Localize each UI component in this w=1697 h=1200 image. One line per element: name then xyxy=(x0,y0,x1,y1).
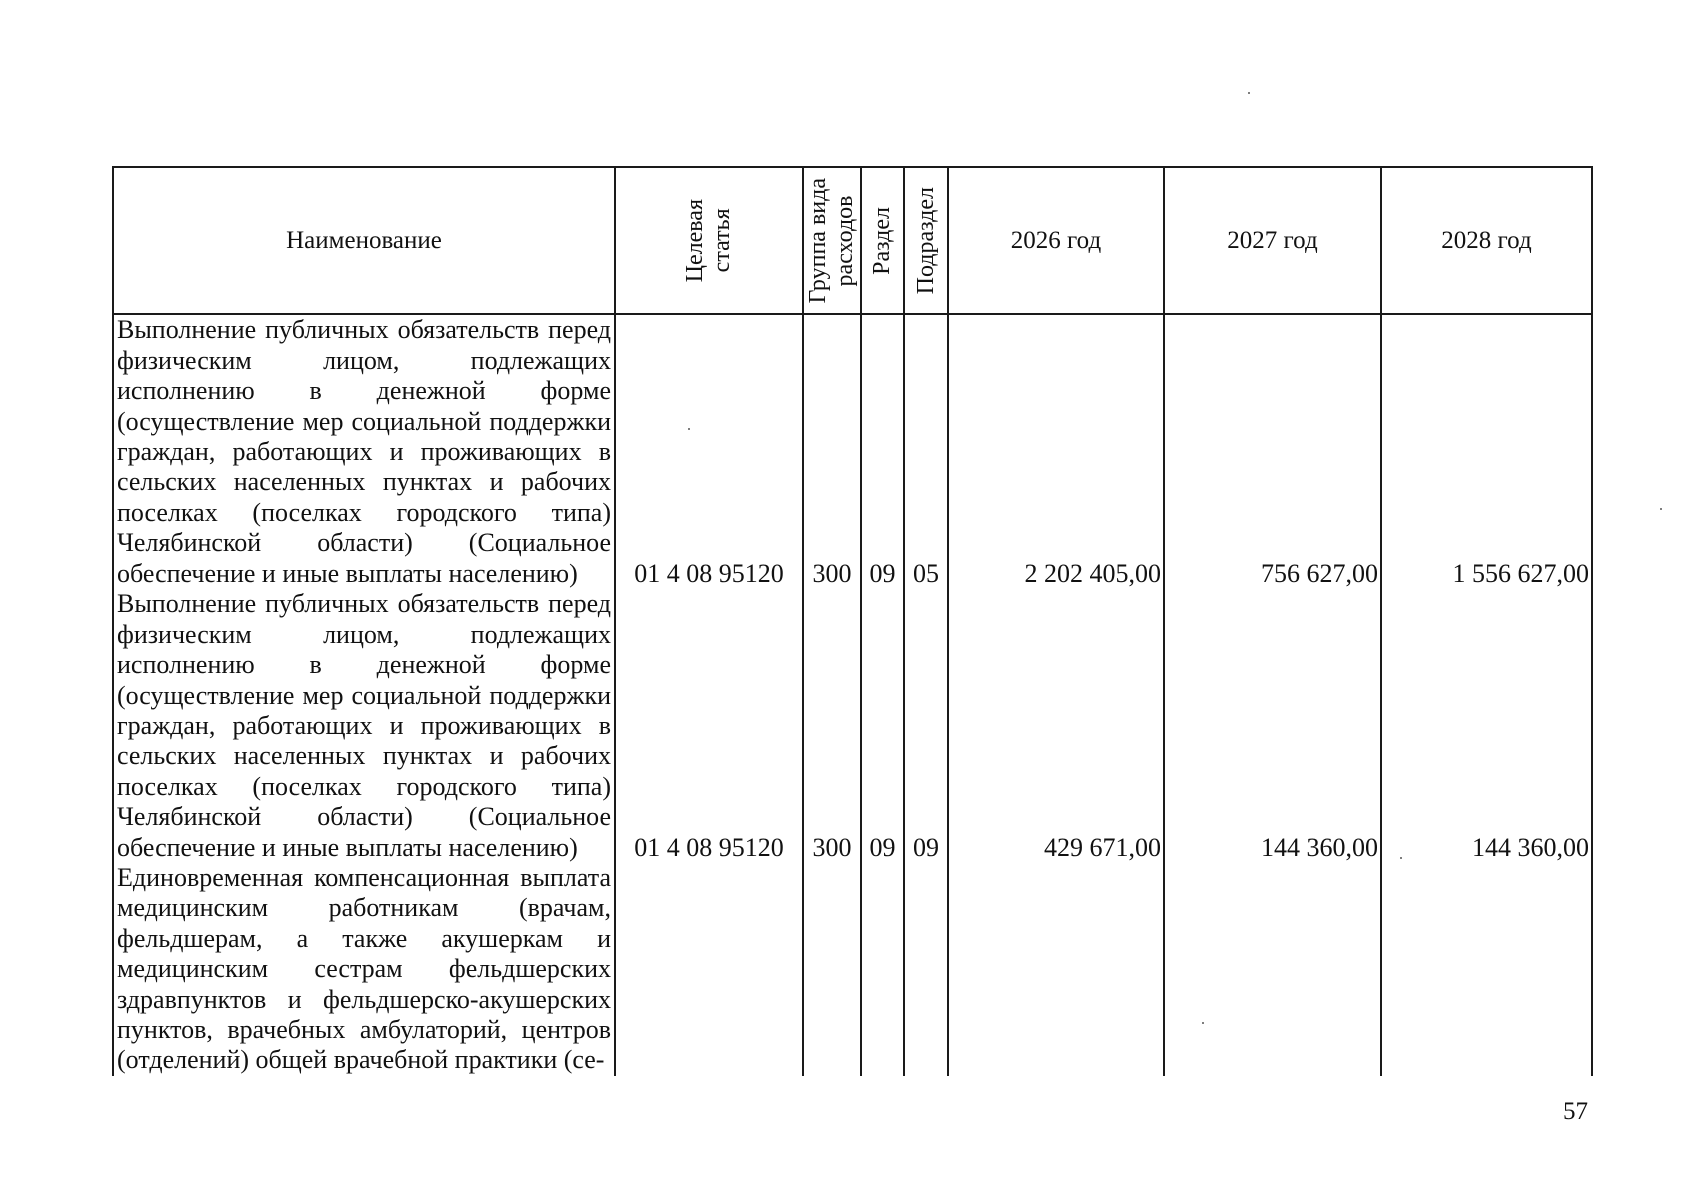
row-3-name: Единовременная компенсационная выплата медицинским работникам (врачам, фельдшерам, а также акушеркам и медицинским сестрам фельдшерских здравпунктов и фельдшерско-акушерских пунктов, врачебных амбулаторий, центров (отделений) общей врачебной практики (се- xyxy=(117,863,611,1075)
header-year-2028: 2028 год xyxy=(1381,167,1592,314)
scan-speck xyxy=(1400,857,1402,859)
row-1-expense-group: 300 xyxy=(812,558,852,588)
column-subsection xyxy=(904,314,948,1076)
table-row xyxy=(114,863,614,1076)
row-2-year-2026: 429 671,00 xyxy=(1044,832,1161,862)
column-year-2028 xyxy=(1381,314,1592,1076)
row-2-target-article: 01 4 08 95120 xyxy=(634,832,784,862)
row-1-year-2026: 2 202 405,00 xyxy=(1024,558,1161,588)
header-target-article: Целевая статья xyxy=(615,167,803,314)
row-1-subsection: 05 xyxy=(913,558,939,588)
row-2-year-2027: 144 360,00 xyxy=(1261,832,1378,862)
scan-speck xyxy=(1202,1022,1204,1024)
table-header-row xyxy=(113,167,1592,314)
header-section: Раздел xyxy=(861,167,904,314)
column-year-2027 xyxy=(1164,314,1381,1076)
header-name: Наименование xyxy=(113,167,615,314)
row-1-year-2028: 1 556 627,00 xyxy=(1452,558,1589,588)
row-2-name: Выполнение публичных обязательств перед физическим лицом, подлежащих исполнению в денежной форме (осуществление мер социальной поддержки граждан, работающих и проживающих в сельских населенных пунктах и рабочих поселках (поселках городского типа) Челябинской области) (Социальное обеспечение и иные выплаты населению) xyxy=(117,589,611,862)
row-2-section: 09 xyxy=(869,832,896,862)
header-expense-group: Группа вида расходов xyxy=(803,167,861,314)
scan-speck xyxy=(1660,508,1662,510)
column-section xyxy=(861,314,904,1076)
row-1-target-article: 01 4 08 95120 xyxy=(634,558,784,588)
scan-speck xyxy=(1248,92,1250,94)
row-1-year-2027: 756 627,00 xyxy=(1261,558,1378,588)
table-row xyxy=(114,315,614,589)
row-1-section: 09 xyxy=(869,558,896,588)
header-year-2026: 2026 год xyxy=(948,167,1164,314)
row-2-expense-group: 300 xyxy=(812,832,852,862)
column-target-article xyxy=(615,314,803,1076)
column-name xyxy=(113,314,615,1076)
header-subsection: Подраздел xyxy=(904,167,948,314)
column-year-2026 xyxy=(948,314,1164,1076)
table-row xyxy=(114,589,614,863)
row-2-subsection: 09 xyxy=(913,832,939,862)
page-number: 57 xyxy=(1563,1098,1588,1125)
column-expense-group xyxy=(803,314,861,1076)
budget-table xyxy=(112,166,1593,1076)
header-year-2027: 2027 год xyxy=(1164,167,1381,314)
row-2-year-2028: 144 360,00 xyxy=(1472,832,1589,862)
table-body-row xyxy=(113,314,1592,1076)
scan-speck xyxy=(688,428,690,430)
row-1-name: Выполнение публичных обязательств перед физическим лицом, подлежащих исполнению в денежной форме (осуществление мер социальной поддержки граждан, работающих и проживающих в сельских населенных пунктах и рабочих поселках (поселках городского типа) Челябинской области) (Социальное обеспечение и иные выплаты населению) xyxy=(117,315,611,588)
